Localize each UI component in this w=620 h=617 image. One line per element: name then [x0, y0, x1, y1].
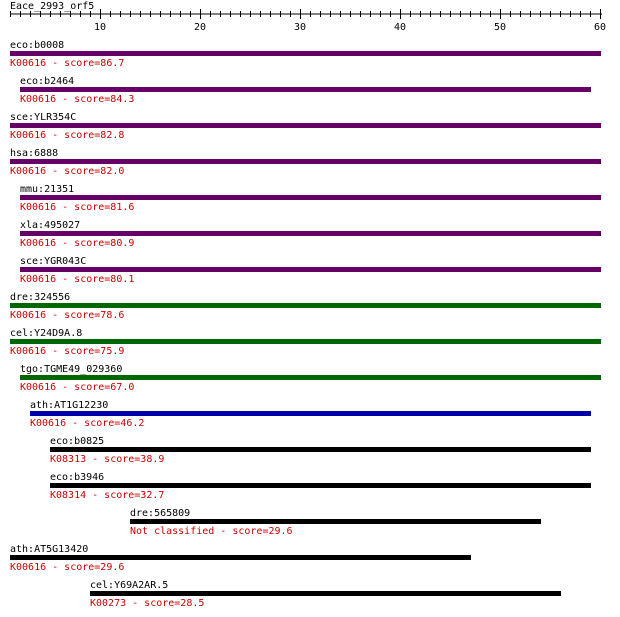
axis-tick-label: 30 — [293, 22, 307, 33]
hit-alignment-bar[interactable] — [20, 195, 601, 200]
hit-row[interactable] — [50, 436, 591, 465]
query-title: Eace_2993_orf5 — [10, 1, 95, 12]
axis-tick-label: 20 — [193, 22, 207, 33]
hit-row[interactable] — [30, 400, 591, 429]
hit-alignment-bar[interactable] — [10, 339, 601, 344]
hit-gene-label[interactable]: sce:YGR043C — [20, 256, 87, 267]
hit-gene-label[interactable]: dre:324556 — [10, 292, 71, 303]
hit-score-label[interactable]: K00616 - score=82.8 — [10, 130, 125, 141]
hit-gene-label[interactable]: cel:Y69A2AR.5 — [90, 580, 169, 591]
hit-row[interactable] — [10, 148, 601, 177]
hit-gene-label[interactable]: eco:b0008 — [10, 40, 65, 51]
position-axis — [10, 9, 606, 33]
hit-alignment-bar[interactable] — [50, 447, 591, 452]
axis-tick-label: 10 — [93, 22, 107, 33]
hit-row[interactable] — [10, 40, 601, 69]
hit-alignment-bar[interactable] — [130, 519, 541, 524]
hit-row[interactable] — [50, 472, 591, 501]
hit-row[interactable] — [20, 364, 601, 393]
hit-row[interactable] — [10, 328, 601, 357]
hit-score-label[interactable]: K00616 - score=67.0 — [20, 382, 135, 393]
hit-row[interactable] — [10, 112, 601, 141]
hit-alignment-bar[interactable] — [10, 51, 601, 56]
hit-gene-label[interactable]: xla:495027 — [20, 220, 81, 231]
hit-alignment-bar[interactable] — [20, 87, 591, 92]
hit-list — [10, 40, 601, 609]
hit-gene-label[interactable]: cel:Y24D9A.8 — [10, 328, 83, 339]
hit-score-label[interactable]: K00616 - score=82.0 — [10, 166, 125, 177]
hit-gene-label[interactable]: tgo:TGME49_029360 — [20, 364, 123, 375]
hit-score-label[interactable]: K08313 - score=38.9 — [50, 454, 165, 465]
hit-gene-label[interactable]: mmu:21351 — [20, 184, 75, 195]
hit-score-label[interactable]: K00616 - score=29.6 — [10, 562, 125, 573]
hit-gene-label[interactable]: hsa:6888 — [10, 148, 59, 159]
hit-alignment-bar[interactable] — [10, 303, 601, 308]
hit-row[interactable] — [20, 184, 601, 213]
hit-score-label[interactable]: K00616 - score=75.9 — [10, 346, 125, 357]
hit-row[interactable] — [90, 580, 561, 609]
hit-alignment-bar[interactable] — [20, 231, 601, 236]
hit-gene-label[interactable]: ath:AT5G13420 — [10, 544, 89, 555]
hit-gene-label[interactable]: eco:b2464 — [20, 76, 75, 87]
hit-row[interactable] — [130, 508, 541, 537]
hit-alignment-bar[interactable] — [30, 411, 591, 416]
hit-score-label[interactable]: K00616 - score=86.7 — [10, 58, 125, 69]
hit-score-label[interactable]: K00616 - score=80.9 — [20, 238, 135, 249]
hit-row[interactable] — [10, 544, 471, 573]
hit-gene-label[interactable]: eco:b0825 — [50, 436, 105, 447]
hit-score-label[interactable]: K00616 - score=46.2 — [30, 418, 145, 429]
hit-alignment-bar[interactable] — [10, 123, 601, 128]
hit-score-label[interactable]: K00273 - score=28.5 — [90, 598, 205, 609]
hit-row[interactable] — [20, 256, 601, 285]
hit-alignment-bar[interactable] — [90, 591, 561, 596]
hit-score-label[interactable]: K00616 - score=84.3 — [20, 94, 135, 105]
hit-alignment-bar[interactable] — [20, 375, 601, 380]
hit-score-label[interactable]: Not classified - score=29.6 — [130, 526, 293, 537]
axis-tick-label: 60 — [593, 22, 607, 33]
hit-alignment-bar[interactable] — [20, 267, 601, 272]
hit-row[interactable] — [20, 220, 601, 249]
hit-gene-label[interactable]: dre:565809 — [130, 508, 191, 519]
hit-row[interactable] — [20, 76, 591, 105]
hit-gene-label[interactable]: sce:YLR354C — [10, 112, 77, 123]
hit-alignment-bar[interactable] — [10, 555, 471, 560]
hit-alignment-bar[interactable] — [10, 159, 601, 164]
hit-score-label[interactable]: K00616 - score=78.6 — [10, 310, 125, 321]
hit-row[interactable] — [10, 292, 601, 321]
hit-score-label[interactable]: K00616 - score=80.1 — [20, 274, 135, 285]
hit-alignment-bar[interactable] — [50, 483, 591, 488]
hit-score-label[interactable]: K08314 - score=32.7 — [50, 490, 165, 501]
hit-gene-label[interactable]: eco:b3946 — [50, 472, 105, 483]
axis-tick-label: 40 — [393, 22, 407, 33]
hit-score-label[interactable]: K00616 - score=81.6 — [20, 202, 135, 213]
hit-gene-label[interactable]: ath:AT1G12230 — [30, 400, 109, 411]
axis-tick-label: 50 — [493, 22, 507, 33]
